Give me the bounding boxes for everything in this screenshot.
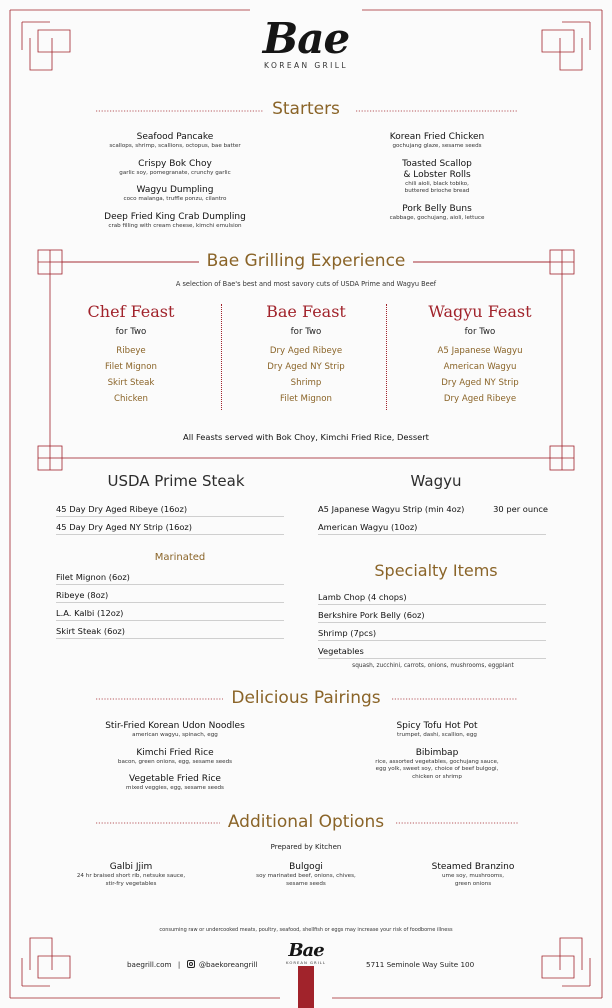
website-link[interactable]: baegrill.com <box>127 960 172 969</box>
menu-item: Steamed Branzino ume soy, mushrooms, green onions <box>431 862 515 887</box>
menu-item: Stir-Fried Korean Udon Noodles american wagyu, spinach, egg <box>105 721 245 738</box>
menu-item: Pork Belly Buns cabbage, gochujang, aioli, lettuce <box>389 203 485 221</box>
feast-item: Ribeye <box>116 346 146 356</box>
grilling-title: Bae Grilling Experience <box>0 251 612 271</box>
additional-title: Additional Options <box>0 812 612 832</box>
footer-address: 5711 Seminole Way Suite 100 <box>366 960 475 969</box>
footer-logo-subtitle: KOREAN GRILL <box>286 960 326 965</box>
usda-title: USDA Prime Steak <box>107 472 245 490</box>
specialty-title: Specialty Items <box>374 561 498 580</box>
feast-note: All Feasts served with Bok Choy, Kimchi Fried Rice, Dessert <box>183 432 429 442</box>
pairings-left-column <box>80 721 270 793</box>
feast-item: Dry Aged NY Strip <box>267 362 345 372</box>
grilling-intro: A selection of Bae's best and most savory cuts of USDA Prime and Wagyu Beef <box>175 280 437 288</box>
menu-line: Ribeye (8oz) <box>56 590 284 603</box>
feast-item: Filet Mignon <box>105 362 157 372</box>
menu-item: Galbi Jjim 24 hr braised short rib, netsuke sauce, stir-fry vegetables <box>76 862 186 887</box>
feast-item: Chicken <box>114 394 148 404</box>
menu-line: Shrimp (7pcs) <box>318 628 546 641</box>
menu-item: Bulgogi soy marinated beef, onions, chives, sesame seeds <box>256 862 356 887</box>
feast-item: Dry Aged Ribeye <box>269 346 343 356</box>
brand-logo <box>0 14 612 70</box>
feast-for: for Two <box>464 327 496 337</box>
feast-for: for Two <box>290 327 322 337</box>
menu-line: 45 Day Dry Aged NY Strip (16oz) <box>56 522 284 535</box>
feast-title: Bae Feast <box>266 302 346 321</box>
menu-item: Korean Fried Chicken gochujang glaze, sesame seeds <box>389 132 485 149</box>
footer-logo <box>266 942 346 965</box>
feast-item: American Wagyu <box>443 362 517 372</box>
feast-item: Skirt Steak <box>107 378 155 388</box>
menu-item: Toasted Scallop & Lobster Rolls chili aioli, black tobiko, buttered brioche bread <box>402 158 472 194</box>
feast-item: Dry Aged NY Strip <box>441 378 519 388</box>
menu-line: Berkshire Pork Belly (6oz) <box>318 610 546 623</box>
social-handle[interactable]: @baekoreangrill <box>198 960 258 969</box>
menu-item: Bibimbap rice, assorted vegetables, gochujang sauce, egg yolk, sweet soy, choice of beef bulgogi, chicken or shrimp <box>375 747 499 780</box>
disclaimer: consuming raw or undercooked meats, poultry, seafood, shellfish or eggs may increase your risk of foodborne illness <box>159 927 453 933</box>
logo-wordmark: Bae <box>262 14 350 63</box>
starters-left-column <box>80 132 270 230</box>
pairings-right-column <box>342 721 532 781</box>
menu-item: Vegetable Fried Rice mixed veggies, egg, sesame seeds <box>126 774 224 791</box>
menu-line: Skirt Steak (6oz) <box>56 626 284 639</box>
menu-line: Vegetables <box>318 646 546 659</box>
logo-subtitle: KOREAN GRILL <box>264 61 348 70</box>
menu-line: American Wagyu (10oz) <box>318 522 546 535</box>
menu-line: 45 Day Dry Aged Ribeye (16oz) <box>56 504 284 517</box>
starters-right-column <box>342 132 532 222</box>
menu-item: Spicy Tofu Hot Pot trumpet, dashi, scallion, egg <box>396 721 478 738</box>
starters-title: Starters <box>0 99 612 119</box>
menu-item: Wagyu Dumpling coco malanga, truffle ponzu, cilantro <box>123 185 227 202</box>
price: 30 per ounce <box>493 504 548 514</box>
menu-line: Filet Mignon (6oz) <box>56 572 284 585</box>
feast-divider <box>386 304 387 410</box>
menu-line: L.A. Kalbi (12oz) <box>56 608 284 621</box>
menu-item: Kimchi Fried Rice bacon, green onions, egg, sesame seeds <box>117 747 233 765</box>
instagram-icon <box>187 960 195 968</box>
feast-item: Dry Aged Ribeye <box>443 394 517 404</box>
wagyu-title: Wagyu <box>410 472 462 490</box>
footer-contact: baegrill.com | @baekoreangrill <box>127 960 258 969</box>
vegetables-desc: squash, zucchini, carrots, onions, mushrooms, eggplant <box>352 663 514 669</box>
feast-for: for Two <box>115 327 147 337</box>
marinated-title: Marinated <box>154 552 206 563</box>
menu-line: A5 Japanese Wagyu Strip (min 4oz) 30 per ounce <box>318 504 548 514</box>
pairings-title: Delicious Pairings <box>0 688 612 708</box>
feast-item: Filet Mignon <box>280 394 332 404</box>
feast-title: Wagyu Feast <box>428 302 532 321</box>
feast-title: Chef Feast <box>87 302 175 321</box>
menu-item: Deep Fried King Crab Dumpling crab filling with cream cheese, kimchi emulsion <box>104 211 246 229</box>
additional-sub: Prepared by Kitchen <box>270 843 342 851</box>
menu-line: Lamb Chop (4 chops) <box>318 592 546 605</box>
feast-item: Shrimp <box>290 378 322 388</box>
menu-item: Crispy Bok Choy garlic soy, pomegranate, crunchy garlic <box>119 158 231 176</box>
footer-logo-wordmark: Bae <box>288 940 324 961</box>
feast-item: A5 Japanese Wagyu <box>437 346 523 356</box>
menu-item: Seafood Pancake scallops, shrimp, scallions, octopus, bae batter <box>109 132 241 149</box>
